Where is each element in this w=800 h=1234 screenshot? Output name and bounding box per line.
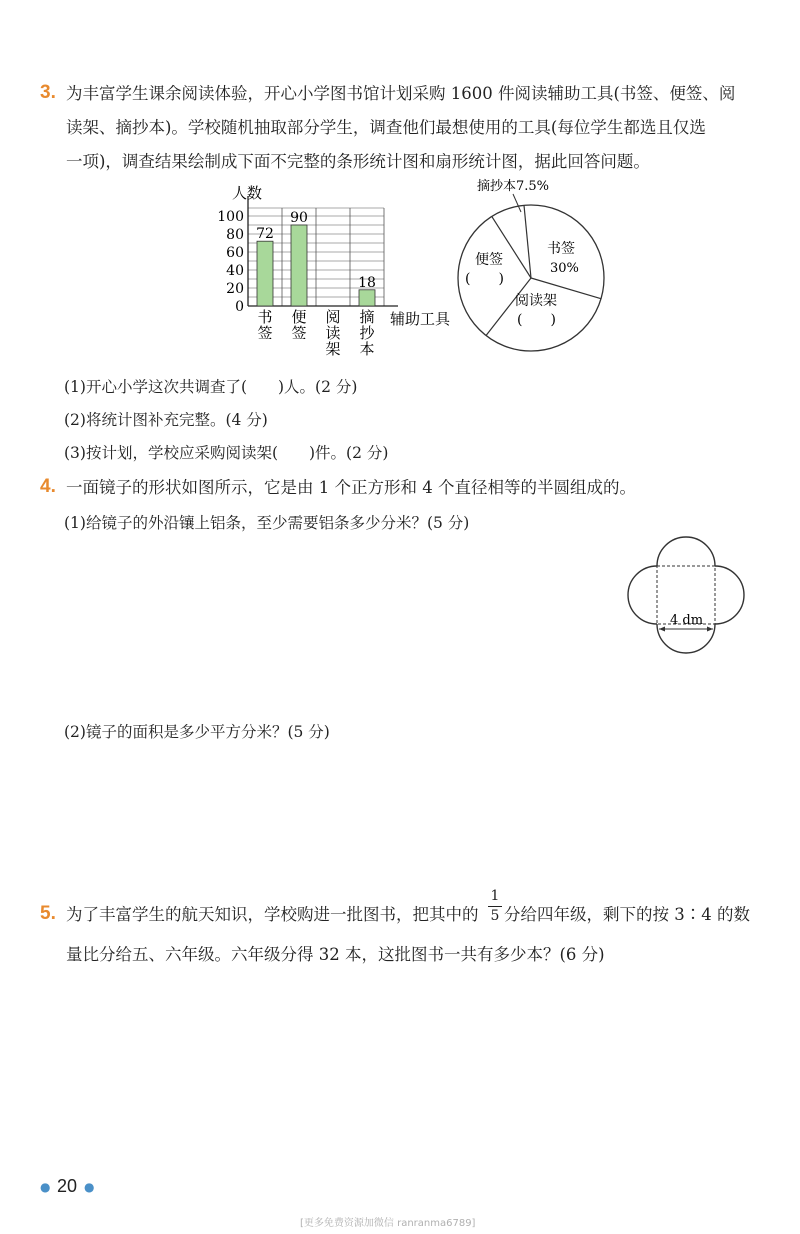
x-tick-label: 摘 xyxy=(359,308,375,326)
x-tick-label: 读 xyxy=(325,324,341,342)
question-5-line-2: 量比分给五、六年级。六年级分得 32 本，这批图书一共有多少本？(6 分) xyxy=(66,945,605,964)
question-4-number: 4. xyxy=(40,476,56,497)
pie-pct-bianqian: ( ) xyxy=(465,271,504,287)
pie-label-yuedujia: 阅读架 xyxy=(515,293,557,309)
x-axis-label: 辅助工具 xyxy=(390,310,451,328)
question-3-sub-1: (1)开心小学这次共调查了( )人。(2 分) xyxy=(64,378,358,396)
x-tick-label: 签 xyxy=(257,324,273,342)
dimension-label: 4 dm xyxy=(670,613,704,628)
pie-label-bianqian: 便签 xyxy=(475,252,503,268)
page-dot-right: ● xyxy=(84,1180,95,1194)
question-5-line-1a: 为了丰富学生的航天知识，学校购进一批图书，把其中的 xyxy=(66,905,479,924)
bar xyxy=(359,290,375,306)
y-tick-label: 20 xyxy=(226,281,244,297)
pie-label-shuqian: 书签 xyxy=(547,241,575,257)
bar xyxy=(291,225,307,306)
arrow-left xyxy=(659,627,665,632)
fraction-bar xyxy=(488,906,502,907)
bottom-semicircle xyxy=(657,624,715,653)
question-3-sub-3: (3)按计划，学校应采购阅读架( )件。(2 分) xyxy=(64,444,389,462)
question-3-line-1: 为丰富学生课余阅读体验，开心小学图书馆计划采购 1600 件阅读辅助工具(书签、便签、阅 xyxy=(66,84,736,103)
y-tick-label: 0 xyxy=(235,299,244,315)
pie-pct-shuqian: 30% xyxy=(550,261,579,276)
top-semicircle xyxy=(657,537,715,566)
x-tick-label: 架 xyxy=(325,340,341,358)
fraction-numerator: 1 xyxy=(490,888,500,904)
fraction xyxy=(488,889,502,923)
question-3-sub-2: (2)将统计图补充完整。(4 分) xyxy=(64,411,268,429)
x-tick-label: 便 xyxy=(291,308,307,326)
question-4-sub-2: (2)镜子的面积是多少平方分米？(5 分) xyxy=(64,723,330,741)
page-dot-left: ● xyxy=(40,1180,51,1194)
page-number: 20 xyxy=(57,1176,78,1196)
question-5-number: 5. xyxy=(40,903,56,924)
y-tick-label: 60 xyxy=(226,245,244,261)
x-tick-label: 阅 xyxy=(325,308,341,326)
bar-chart xyxy=(200,178,470,368)
x-tick-label: 签 xyxy=(291,324,307,342)
question-3-line-3: 一项)，调查结果绘制成下面不完整的条形统计图和扇形统计图，据此回答问题。 xyxy=(66,152,650,171)
question-3-number: 3. xyxy=(40,82,56,103)
pie-chart xyxy=(455,178,615,358)
y-axis-label: 人数 xyxy=(232,184,263,202)
bar xyxy=(257,241,273,306)
bar-data-label: 90 xyxy=(290,210,308,226)
pie-pct-yuedujia: ( ) xyxy=(517,312,556,328)
fraction-denominator: 5 xyxy=(490,908,500,924)
arrow-right xyxy=(707,627,713,632)
mirror-figure xyxy=(620,528,770,678)
bar-data-label: 72 xyxy=(256,226,274,243)
question-4-sub-1: (1)给镜子的外沿镶上铝条，至少需要铝条多少分米？(5 分) xyxy=(64,514,470,532)
question-3-line-2: 读架、摘抄本)。学校随机抽取部分学生，调查他们最想使用的工具(每位学生都选且仅选 xyxy=(66,118,706,137)
x-tick-label: 抄 xyxy=(359,324,375,342)
left-semicircle xyxy=(628,566,657,624)
right-semicircle xyxy=(715,566,744,624)
x-tick-label: 书 xyxy=(257,308,273,326)
footer-watermark: [更多免费资源加微信 ranranma6789] xyxy=(300,1218,476,1229)
bar-data-label: 18 xyxy=(358,274,376,291)
y-tick-label: 80 xyxy=(226,227,244,243)
y-tick-label: 40 xyxy=(226,263,244,279)
pie-label-zhaochaoben: 摘抄本7.5% xyxy=(477,179,550,194)
question-5-line-1b: 分给四年级，剩下的按 3∶4 的数 xyxy=(504,905,750,924)
x-tick-label: 本 xyxy=(359,340,375,358)
question-4-line-1: 一面镜子的形状如图所示，它是由 1 个正方形和 4 个直径相等的半圆组成的。 xyxy=(66,478,636,497)
y-tick-label: 100 xyxy=(217,209,244,225)
